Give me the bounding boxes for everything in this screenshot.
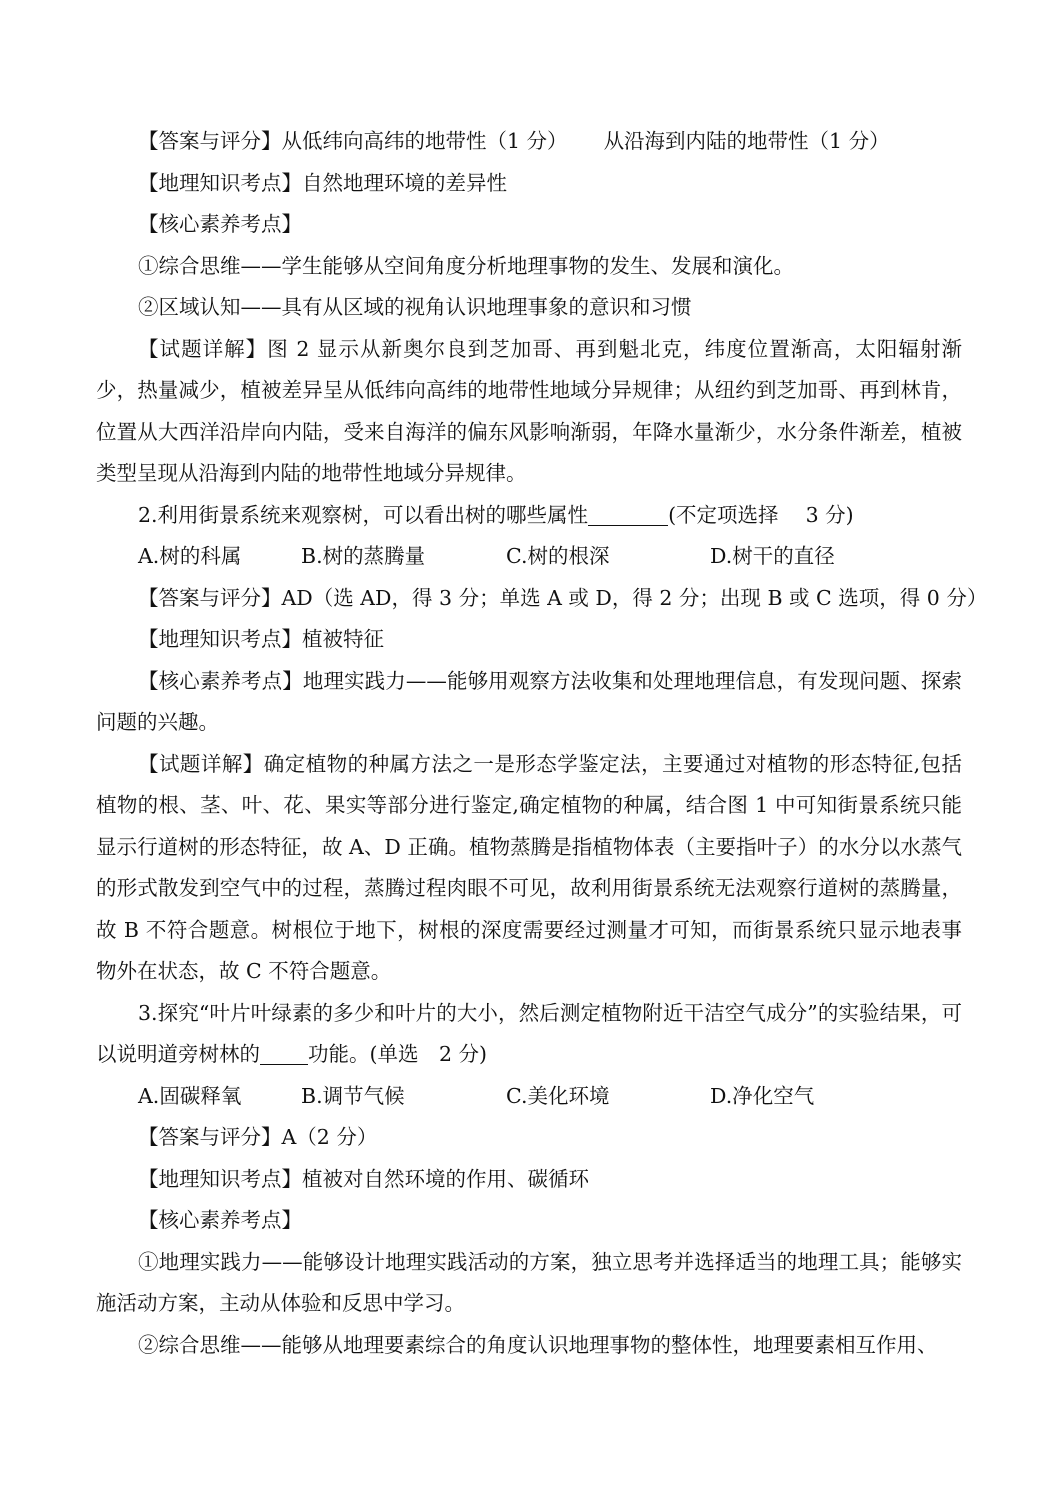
core-literacy-paragraph-2 [96,661,962,744]
core-literacy-item-1: ①综合思维——学生能够从空间角度分析地理事物的发生、发展和演化。 [138,253,794,278]
question-3-stem-after: 功能。(单选 2 分) [308,1042,488,1066]
question-2-option-c: C.树的根深 [506,544,610,568]
knowledge-point-paragraph-1 [96,163,962,205]
question-2-blank [588,499,668,526]
answer-text: A（2 分） [281,1125,378,1149]
answer-score-label: 【答案与评分】 [138,129,282,153]
question-3-blank [260,1038,308,1065]
explanation-paragraph-1 [96,329,962,495]
answer-score-label: 【答案与评分】 [138,1125,282,1149]
question-3-option-c: C.美化环境 [506,1083,610,1108]
knowledge-point-label: 【地理知识考点】 [138,1166,302,1191]
question-2-options [96,536,962,578]
answer-text-1: 从低纬向高纬的地带性（1 分） [281,129,568,153]
question-3-option-b: B.调节气候 [301,1083,405,1108]
knowledge-point-label: 【地理知识考点】 [138,627,302,651]
knowledge-point-text: 植被特征 [302,627,384,651]
question-3-options [96,1076,962,1118]
core-literacy-label: 【核心素养考点】 [138,1208,302,1232]
document-page [96,121,988,1366]
question-2-stem-after: (不定项选择 3 分) [668,502,854,527]
explanation-label: 【试题详解】 [138,751,264,776]
core-literacy-label: 【核心素养考点】 [138,212,302,236]
question-2-option-a: A.树的科属 [138,544,242,568]
explanation-label: 【试题详解】 [138,336,268,361]
core-literacy-paragraph-1 [96,204,962,246]
question-2-option-b: B.树的蒸腾量 [301,544,426,568]
core-literacy-text: 地理实践力——能够用观察方法收集和处理地理信息，有发现问题、探索问题的兴趣。 [96,668,962,734]
answer-text: AD（选 AD，得 3 分；单选 A 或 D，得 2 分；出现 B 或 C 选项，得 0 分） [281,585,988,610]
question-2-stem [96,495,962,537]
question-3-option-d: D.净化空气 [710,1083,815,1108]
question-2-stem-before: 2.利用街景系统来观察树，可以看出树的哪些属性 [138,502,589,527]
answer-score-label: 【答案与评分】 [138,585,282,610]
question-3-stem-before: 3.探究“叶片叶绿素的多少和叶片的大小，然后测定植物附近干洁空气成分”的实验结果，可以说明道旁树林的 [96,1000,962,1066]
knowledge-point-paragraph-2 [96,619,962,661]
core-literacy-item-2: ②区域认知——具有从区域的视角认识地理事象的意识和习惯 [138,295,692,319]
knowledge-point-text: 自然地理环境的差异性 [302,170,507,195]
explanation-text: 确定植物的种属方法之一是形态学鉴定法，主要通过对植物的形态特征,包括植物的根、茎、叶、花、果实等部分进行鉴定,确定植物的种属，结合图 1 中可知街景系统只能显示行道树的形态特征，故 A、D 正确。植物蒸腾是指植物体表（主要指叶子）的水分以水蒸气的形式散发到空气中的过程，蒸腾过程肉眼不可见，故利用街景系统无法观察行道树的蒸腾量，故 B 不符合题意。树根位于地下，树根的深度需要经过测量才可知，而街景系统只显示地表事物外在状态，故 C 不符合题意。 [96,751,963,983]
answer-text-2: 从沿海到内陆的地带性（1 分） [603,129,890,153]
answer-score-paragraph-1 [96,121,962,163]
knowledge-point-text: 植被对自然环境的作用、碳循环 [302,1166,589,1191]
knowledge-point-paragraph-3 [96,1159,962,1201]
explanation-paragraph-2 [96,744,962,993]
question-3-option-a: A.固碳释氧 [138,1083,242,1108]
core-literacy-item-3: ①地理实践力——能够设计地理实践活动的方案，独立思考并选择适当的地理工具；能够实施活动方案，主动从体验和反思中学习。 [96,1249,962,1315]
knowledge-point-label: 【地理知识考点】 [138,170,302,195]
question-2-option-d: D.树干的直径 [710,544,835,568]
answer-score-paragraph-2 [96,578,988,620]
core-literacy-item-4: ②综合思维——能够从地理要素综合的角度认识地理事物的整体性，地理要素相互作用、 [138,1332,938,1357]
core-literacy-paragraph-3 [96,1200,962,1242]
answer-score-paragraph-3 [96,1117,962,1159]
core-literacy-label: 【核心素养考点】 [138,668,303,693]
explanation-text: 图 2 显示从新奥尔良到芝加哥、再到魁北克，纬度位置渐高，太阳辐射渐少，热量减少，植被差异呈从低纬向高纬的地带性地域分异规律；从纽约到芝加哥、再到林肯，位置从大西洋沿岸向内陆，受来自海洋的偏东风影响渐弱，年降水量渐少，水分条件渐差，植被类型呈现从沿海到内陆的地带性地域分异规律。 [96,336,963,485]
question-3-stem [96,993,962,1076]
